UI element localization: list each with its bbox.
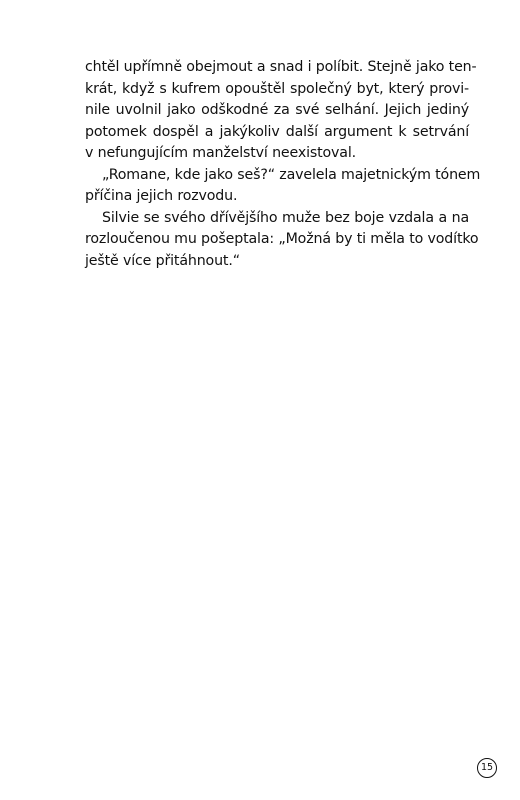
text-line: chtěl upřímně obejmout a snad i políbit. Stejně jako ten- — [85, 59, 477, 75]
text-line: Silvie se svého dřívějšího muže bez boje vzdala a na — [102, 209, 469, 226]
text-line: v nefungujícím manželství neexistoval. — [85, 145, 356, 161]
page-number-badge: 15 — [477, 758, 497, 778]
paragraph — [85, 208, 479, 273]
text-line: nile uvolnil jako odškodné za své selhání. Jejich jediný — [85, 102, 469, 118]
paragraph — [85, 165, 481, 208]
text-line: příčina jejich rozvodu. — [85, 188, 238, 204]
text-line: potomek dospěl a jakýkoliv další argument k setrvání — [85, 123, 469, 140]
text-line: rozloučenou mu pošeptala: „Možná by ti měla to vodítko — [85, 231, 479, 247]
text-line: „Romane, kde jako seš?“ zavelela majetnickým tónem — [102, 166, 481, 183]
text-line: ještě více přitáhnout.“ — [85, 252, 240, 269]
body-text — [85, 57, 481, 272]
text-line: krát, když s kufrem opouštěl společný byt, který provi- — [85, 80, 469, 97]
paragraph — [85, 57, 477, 165]
